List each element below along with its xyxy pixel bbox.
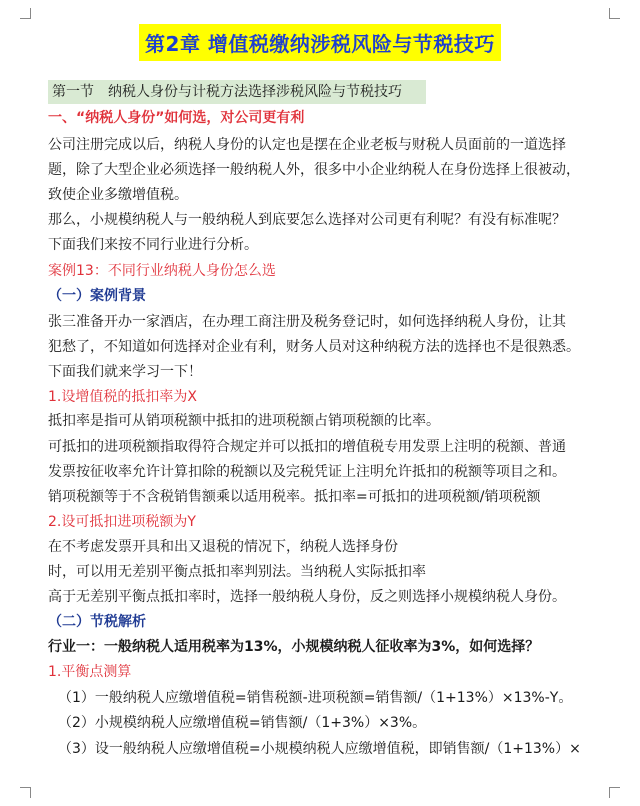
crop-mark-bottom-left <box>20 787 31 798</box>
paragraph-line: 高于无差别平衡点抵扣率时，选择一般纳税人身份，反之则选择小规模纳税人身份。 <box>48 589 566 605</box>
item-2-title: 2.设可抵扣进项税额为Y <box>48 514 196 530</box>
paragraph-line: 可抵扣的进项税额指取得符合规定并可以抵扣的增值税专用发票上注明的税额、普通 <box>48 439 566 455</box>
subsection-title-background: （一）案例背景 <box>48 288 146 304</box>
paragraph-line: 时，可以用无差别平衡点抵扣率判别法。当纳税人实际抵扣率 <box>48 564 426 580</box>
chapter-title-wrap <box>0 24 640 61</box>
heading-1: 一、“纳税人身份”如何选，对公司更有利 <box>48 110 305 126</box>
crop-mark-bottom-right <box>609 787 620 798</box>
formula-line: （1）一般纳税人应缴增值税=销售税额-进项税额=销售额/（1+13%）×13%-Y。 <box>58 690 573 706</box>
paragraph-line: 销项税额等于不含税销售额乘以适用税率。抵扣率=可抵扣的进项税额/销项税额 <box>48 489 541 505</box>
paragraph-line: 犯愁了，不知道如何选择对企业有利，财务人员对这种纳税方法的选择也不是很熟悉。 <box>48 339 580 355</box>
paragraph-line: 那么，小规模纳税人与一般纳税人到底要怎么选择对公司更有利呢？有没有标准呢？ <box>48 212 566 228</box>
crop-mark-top-left <box>20 8 31 19</box>
section-title: 第一节 纳税人身份与计税方法选择涉税风险与节税技巧 <box>48 80 426 104</box>
paragraph-line: 下面我们来按不同行业进行分析。 <box>48 237 258 253</box>
paragraph-line: 题，除了大型企业必须选择一般纳税人外，很多中小企业纳税人在身份选择上很被动， <box>48 162 580 178</box>
paragraph-line: 发票按征收率允许计算扣除的税额以及完税凭证上注明允许抵扣的税额等项目之和。 <box>48 464 566 480</box>
paragraph-line: 公司注册完成以后，纳税人身份的认定也是摆在企业老板与财税人员面前的一道选择 <box>48 137 566 153</box>
paragraph-line: 抵扣率是指可从销项税额中抵扣的进项税额占销项税额的比率。 <box>48 413 440 429</box>
formula-line: （2）小规模纳税人应缴增值税=销售额/（1+3%）×3%。 <box>58 715 427 731</box>
case-title: 案例13：不同行业纳税人身份怎么选 <box>48 263 276 279</box>
paragraph-line: 在不考虑发票开具和出又退税的情况下，纳税人选择身份 <box>48 539 398 555</box>
formula-line: （3）设一般纳税人应缴增值税=小规模纳税人应缴增值税，即销售额/（1+13%）× <box>58 741 581 757</box>
industry-question: 行业一：一般纳税人适用税率为13%，小规模纳税人征收率为3%，如何选择？ <box>48 639 540 655</box>
paragraph-line: 下面我们就来学习一下！ <box>48 364 202 380</box>
subsection-title-analysis: （二）节税解析 <box>48 614 146 630</box>
crop-mark-top-right <box>609 8 620 19</box>
paragraph-line: 张三准备开办一家酒店，在办理工商注册及税务登记时，如何选择纳税人身份，让其 <box>48 314 566 330</box>
balance-point-title: 1.平衡点测算 <box>48 664 132 680</box>
item-1-title: 1.设增值税的抵扣率为X <box>48 389 197 405</box>
paragraph-line: 致使企业多缴增值税。 <box>48 187 188 203</box>
chapter-title: 第2章 增值税缴纳涉税风险与节税技巧 <box>139 24 501 61</box>
